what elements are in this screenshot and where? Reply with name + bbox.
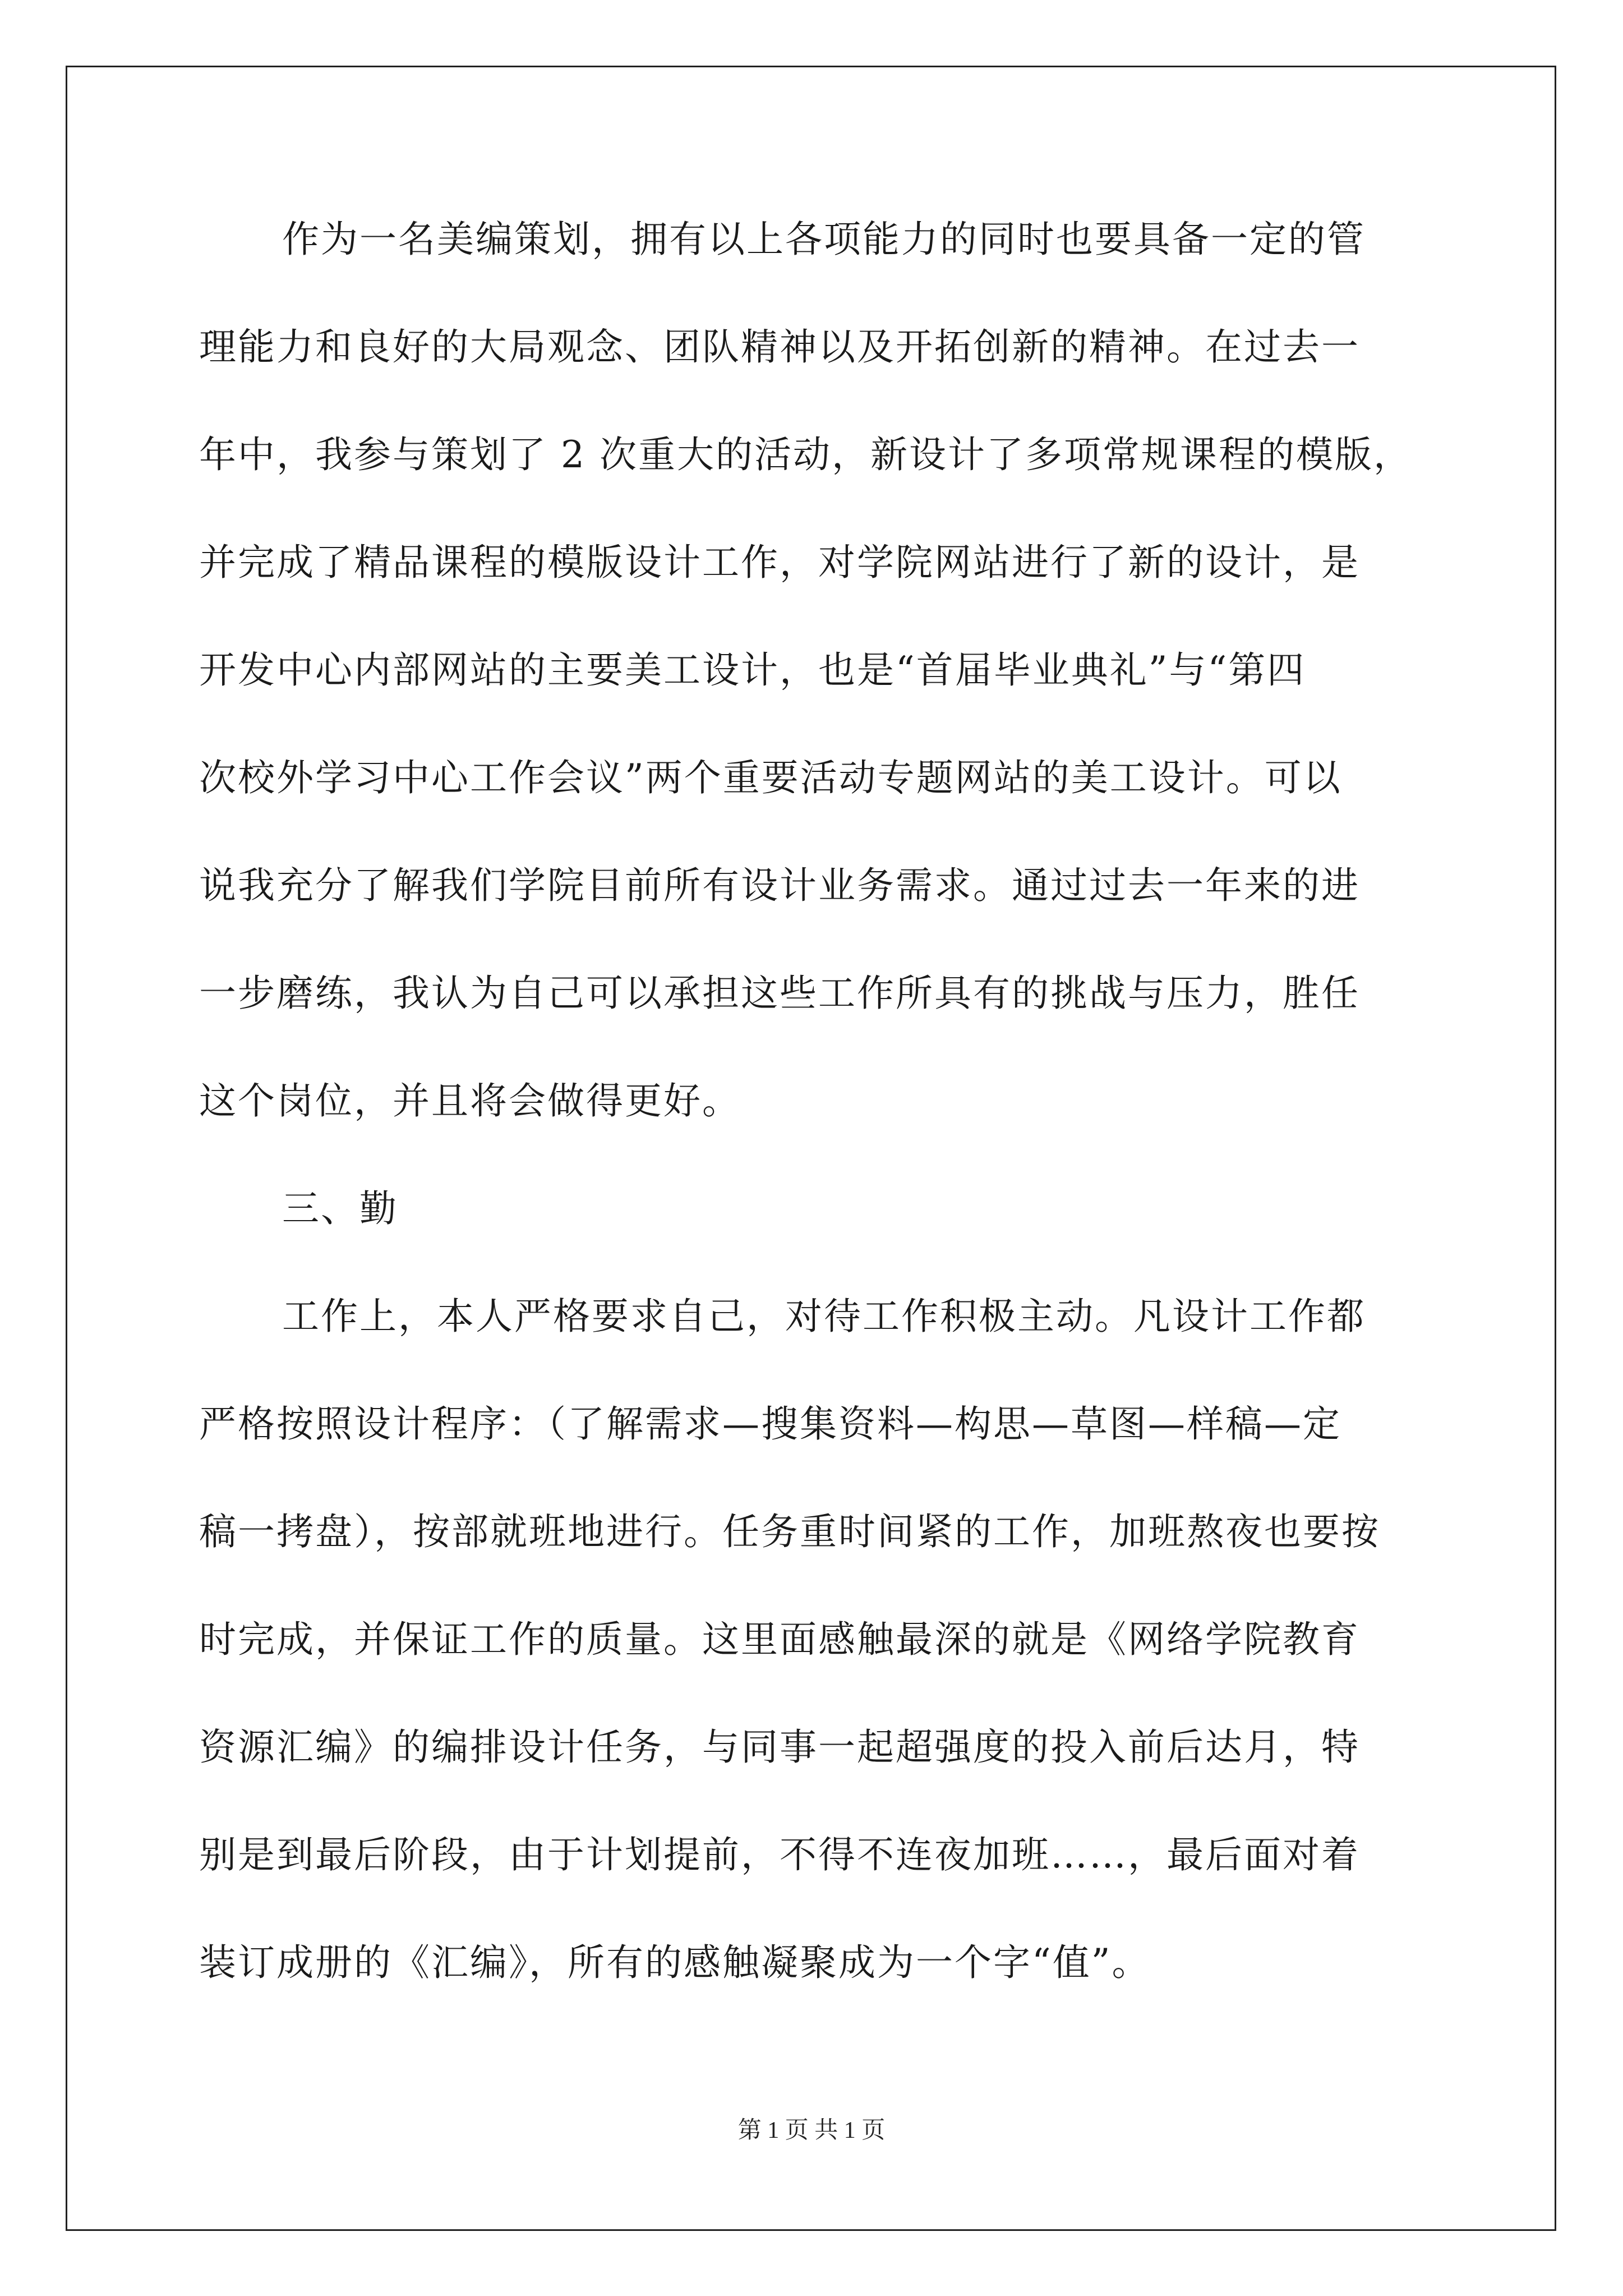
section-heading: 三、勤 [282, 1187, 398, 1230]
paragraph-line: 资源汇编》的编排设计任务，与同事一起超强度的投入前后达月，特 [199, 1726, 1360, 1769]
paragraph-line: 工作上，本人严格要求自己，对待工作积极主动。凡设计工作都 [282, 1295, 1366, 1338]
paragraph-line: 装订成册的《汇编》，所有的感触凝聚成为一个字“值”。 [199, 1941, 1151, 1984]
page-footer: 第 1 页 共 1 页 [737, 2118, 886, 2143]
paragraph-line: 这个岗位，并且将会做得更好。 [199, 1079, 741, 1122]
paragraph-line: 一步磨练，我认为自己可以承担这些工作所具有的挑战与压力，胜任 [199, 972, 1360, 1015]
document-body [199, 208, 1464, 2039]
paragraph-line: 并完成了精品课程的模版设计工作，对学院网站进行了新的设计，是 [199, 541, 1360, 584]
paragraph-line: 理能力和良好的大局观念、团队精神以及开拓创新的精神。在过去一 [199, 325, 1360, 369]
paragraph-line: 作为一名美编策划，拥有以上各项能力的同时也要具备一定的管 [282, 218, 1366, 261]
paragraph-line: 稿一拷盘），按部就班地进行。任务重时间紧的工作，加班熬夜也要按 [199, 1510, 1380, 1553]
paragraph-line: 时完成，并保证工作的质量。这里面感触最深的就是《网络学院教育 [199, 1618, 1360, 1661]
paragraph-line: 严格按照设计程序：（了解需求—搜集资料—构思—草图—样稿—定 [199, 1402, 1341, 1446]
paragraph-line: 开发中心内部网站的主要美工设计，也是“首届毕业典礼”与“第四 [199, 648, 1306, 692]
paragraph-line: 别是到最后阶段，由于计划提前，不得不连夜加班……，最后面对着 [199, 1833, 1360, 1876]
paragraph-line: 说我充分了解我们学院目前所有设计业务需求。通过过去一年来的进 [199, 864, 1360, 907]
paragraph-line: 次校外学习中心工作会议”两个重要活动专题网站的美工设计。可以 [199, 756, 1342, 799]
paragraph-line: 年中，我参与策划了 2 次重大的活动，新设计了多项常规课程的模版， [199, 433, 1412, 476]
